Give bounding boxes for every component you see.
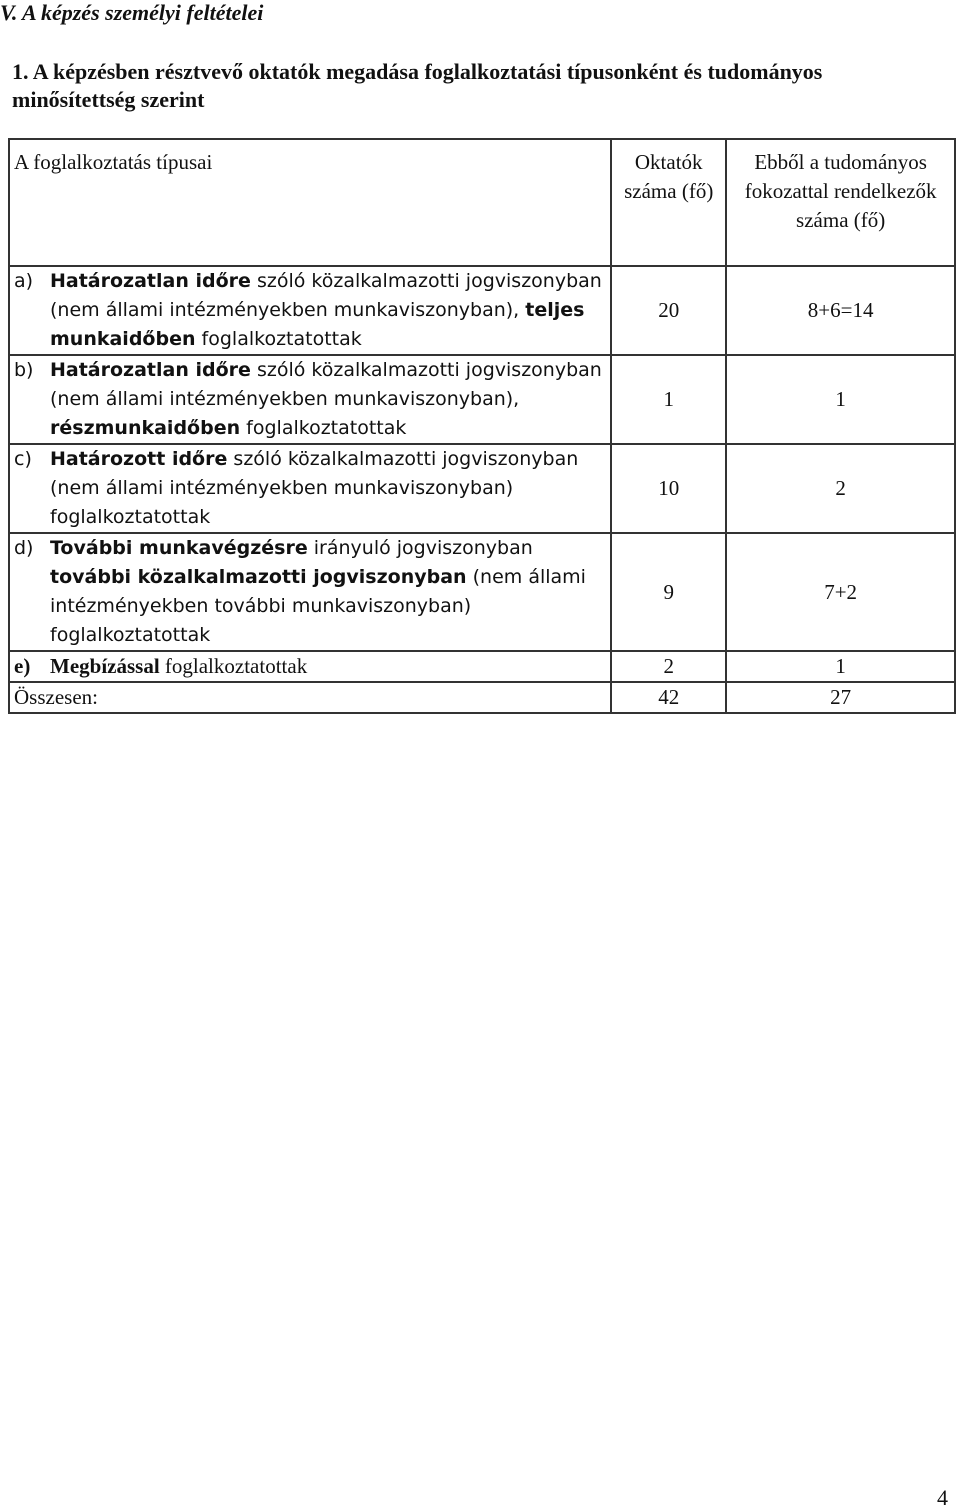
row-letter: d) — [14, 537, 34, 559]
row-text-2: foglalkoztatottak — [240, 417, 407, 439]
row-qualified: 1 — [726, 651, 955, 682]
row-label — [10, 267, 610, 354]
table-row — [9, 266, 955, 355]
row-bold-1: Megbízással — [50, 654, 160, 678]
row-letter: c) — [14, 448, 32, 470]
section-title: V. A képzés személyi feltételei — [0, 0, 264, 25]
table-row — [9, 355, 955, 444]
total-qualified: 27 — [726, 682, 955, 713]
header-count: Oktatók száma (fő) — [611, 139, 726, 266]
row-bold-1: Határozatlan időre — [50, 270, 251, 292]
row-qualified: 2 — [726, 444, 955, 533]
row-bold-2: teljes munkaidőben — [50, 299, 585, 350]
row-label — [10, 356, 610, 443]
row-label — [10, 534, 610, 650]
total-row — [9, 682, 955, 713]
row-qualified: 8+6=14 — [726, 266, 955, 355]
row-bold-1: További munkavégzésre — [50, 537, 308, 559]
row-text-2: (nem állami intézményekben további munkaviszonyban) foglalkoztatottak — [50, 566, 586, 646]
row-count: 2 — [611, 651, 726, 682]
row-count: 10 — [611, 444, 726, 533]
row-label — [10, 445, 610, 532]
row-letter: e) — [14, 654, 31, 678]
table-row — [9, 444, 955, 533]
row-bold-2: részmunkaidőben — [50, 417, 241, 439]
row-letter: b) — [14, 359, 34, 381]
row-text-1: szóló közalkalmazotti jogviszonyban (nem állami intézményekben munkaviszonyban), — [50, 270, 602, 321]
table-row-e — [9, 651, 955, 682]
row-letter: a) — [14, 270, 34, 292]
row-text-2: foglalkoztatottak — [195, 328, 362, 350]
row-count: 9 — [611, 533, 726, 651]
row-bold-2: további közalkalmazotti jogviszonyban — [50, 566, 467, 588]
header-qualified: Ebből a tudományos fokozattal rendelkezők száma (fő) — [726, 139, 955, 266]
row-text-1: szóló közalkalmazotti jogviszonyban (nem állami intézményekben munkaviszonyban) foglalkoztatottak — [50, 448, 579, 528]
table-row — [9, 533, 955, 651]
header-row — [9, 139, 955, 266]
row-count: 1 — [611, 355, 726, 444]
row-qualified: 1 — [726, 355, 955, 444]
row-bold-1: Határozott időre — [50, 448, 228, 470]
row-bold-1: Határozatlan időre — [50, 359, 251, 381]
row-text-1: szóló közalkalmazotti jogviszonyban (nem állami intézményekben munkaviszonyban), — [50, 359, 602, 410]
row-qualified: 7+2 — [726, 533, 955, 651]
page-number: 4 — [937, 1485, 948, 1510]
total-label: Összesen: — [9, 682, 611, 713]
row-text-1: foglalkoztatottak — [159, 654, 308, 678]
total-count: 42 — [611, 682, 726, 713]
staff-table — [8, 138, 956, 714]
header-type: A foglalkoztatás típusai — [9, 139, 611, 266]
subtitle: 1. A képzésben résztvevő oktatók megadása foglalkoztatási típusonként és tudományos minősítettség szerint — [12, 59, 823, 112]
row-count: 20 — [611, 266, 726, 355]
row-text-1: irányuló jogviszonyban — [307, 537, 533, 559]
